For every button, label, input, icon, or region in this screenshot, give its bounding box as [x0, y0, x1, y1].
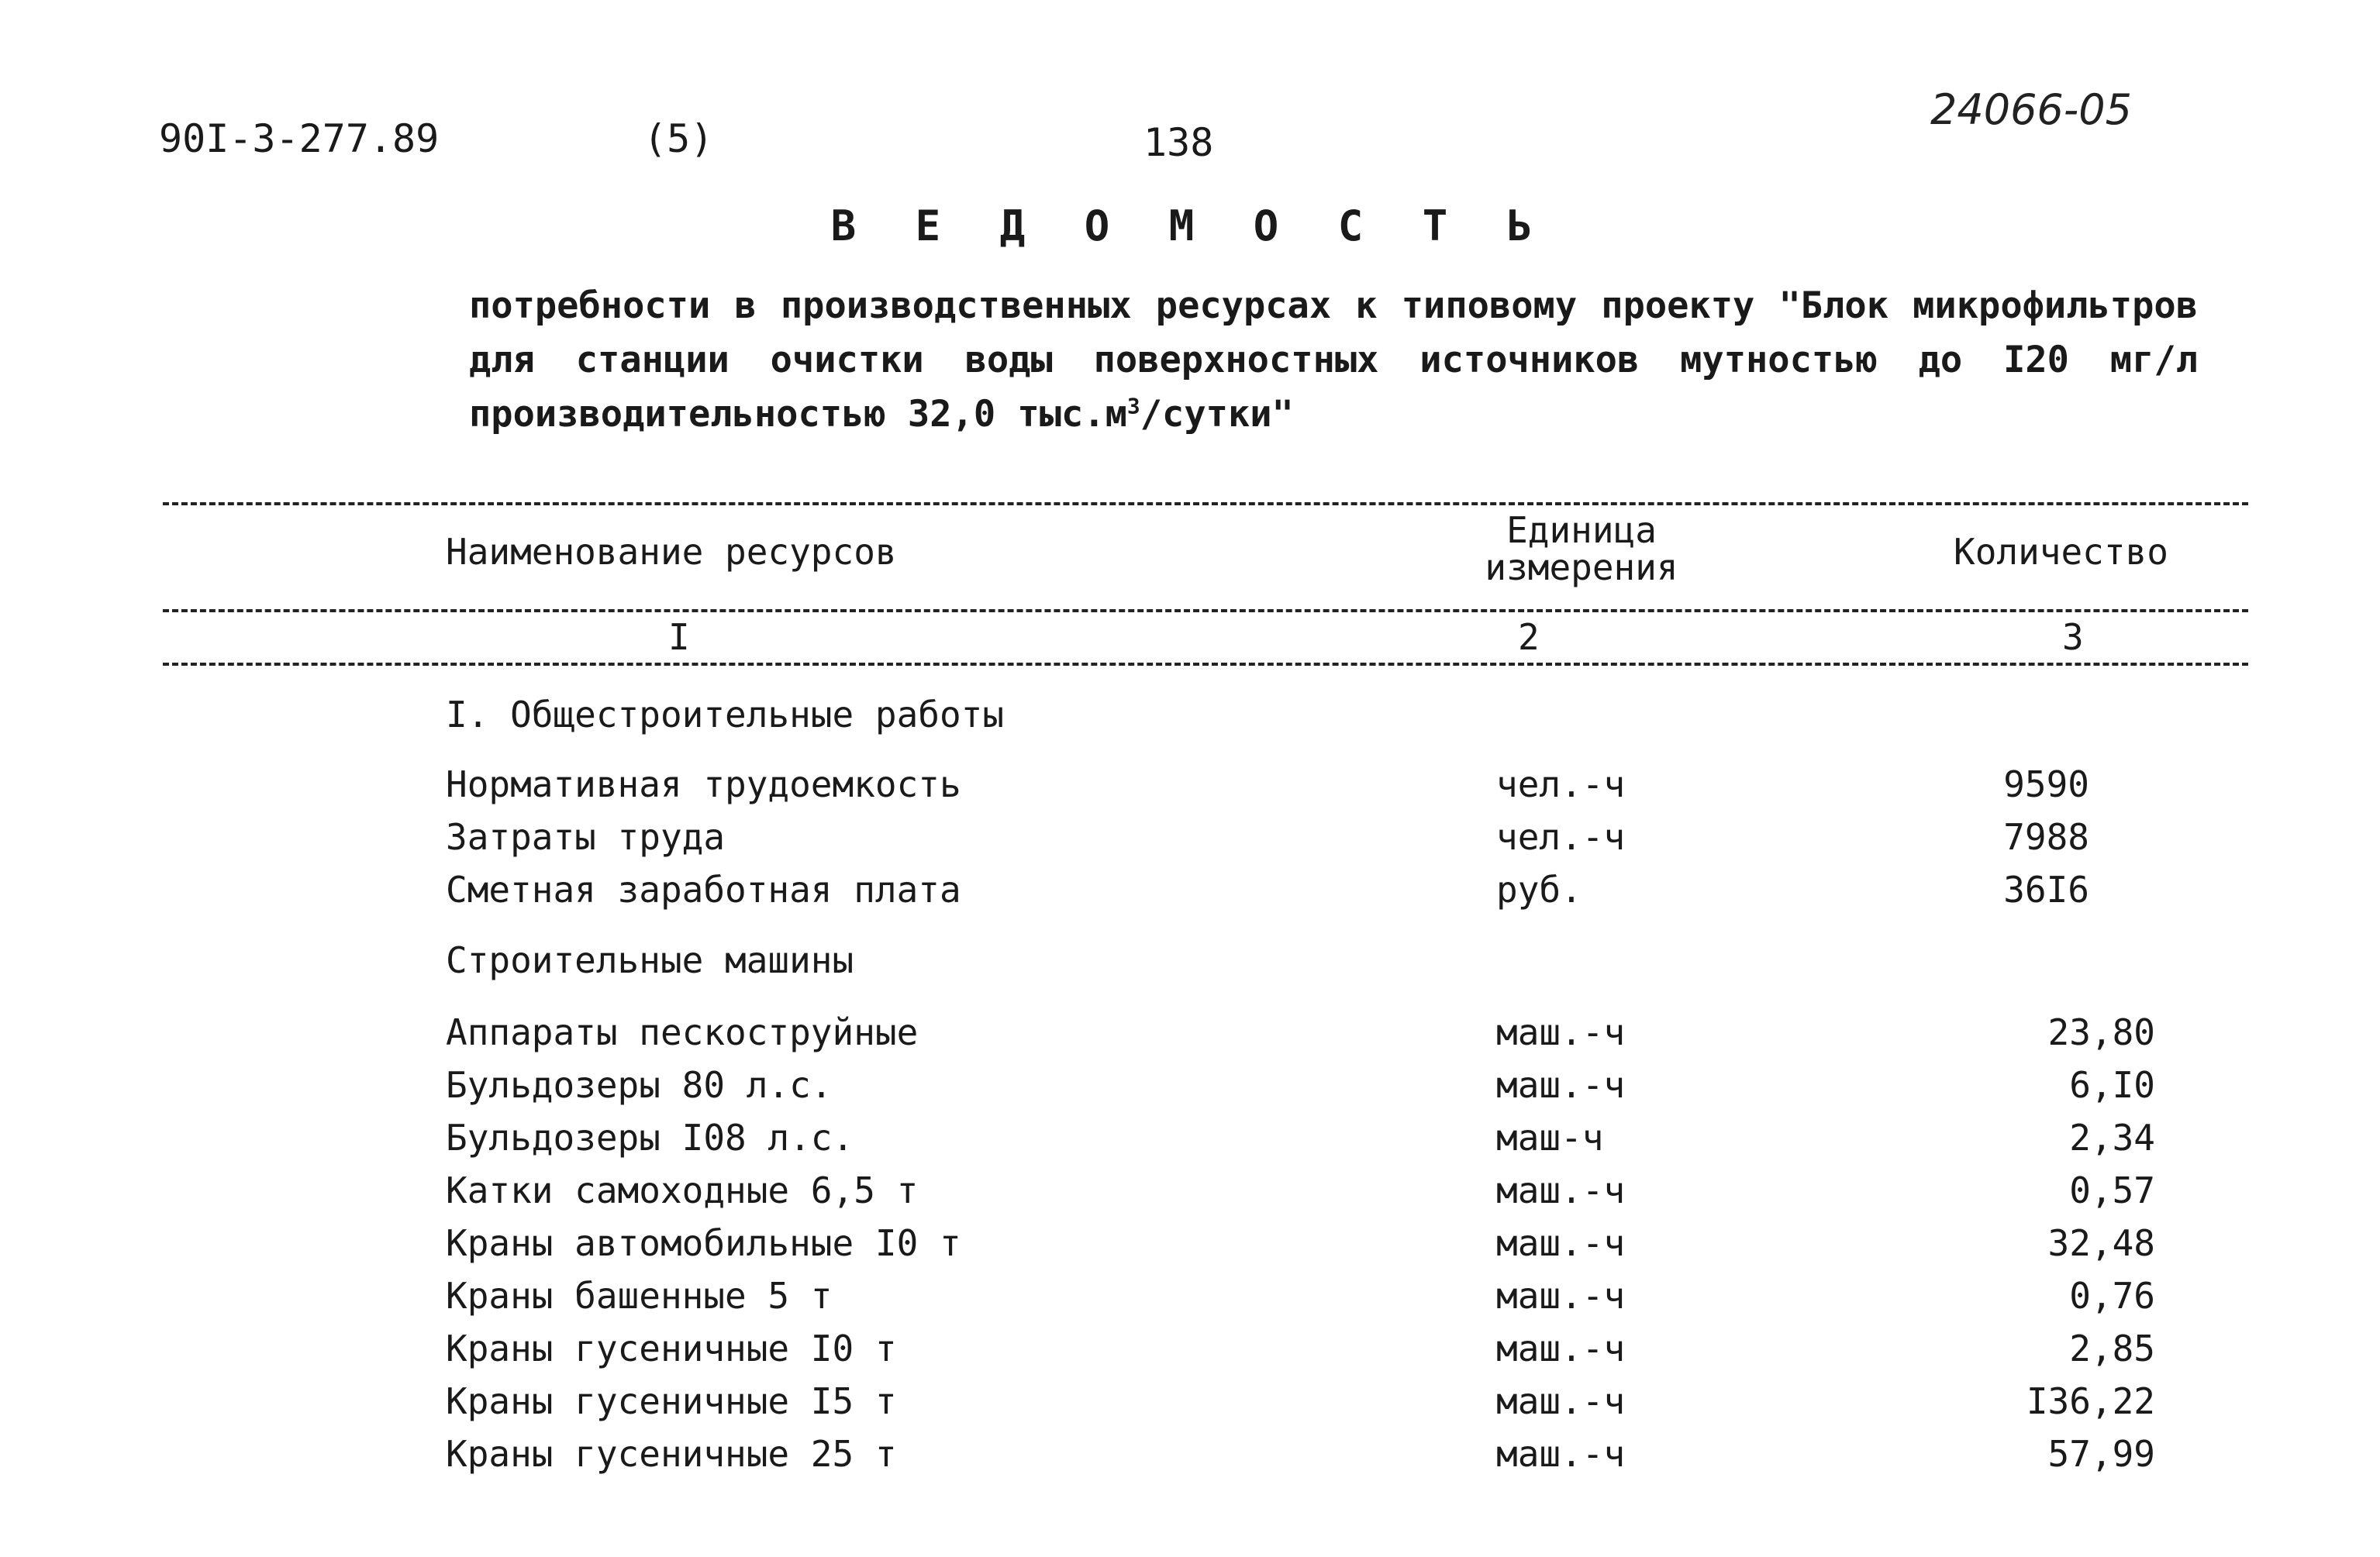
resource-name: Катки самоходные 6,5 т: [446, 1169, 919, 1211]
table-row: [0, 869, 2380, 921]
document-subtitle: [469, 279, 2198, 442]
document-title: В Е Д О М О С Т Ь: [830, 202, 1550, 250]
archive-number-handwritten: 24066-05: [1930, 85, 2132, 134]
resource-quantity: 36I6: [2003, 869, 2089, 911]
column-number-1: I: [668, 616, 690, 658]
table-row: [0, 1222, 2380, 1275]
resource-quantity: 23,80: [2047, 1011, 2155, 1053]
resource-name: Бульдозеры 80 л.с.: [446, 1064, 833, 1106]
resource-quantity: 6,I0: [2069, 1064, 2155, 1106]
table-row: [0, 763, 2380, 816]
resource-quantity: 2,85: [2069, 1328, 2155, 1369]
resource-unit: маш-ч: [1496, 1117, 1604, 1159]
resource-quantity: 0,76: [2069, 1275, 2155, 1317]
table-top-rule: [163, 502, 2248, 505]
column-header-unit: Единица измерения: [1485, 509, 1678, 588]
resource-unit: маш.-ч: [1496, 1328, 1626, 1369]
resource-name: Аппараты пескоструйные: [446, 1011, 919, 1053]
table-row: [0, 1011, 2380, 1064]
resource-name: Сметная заработная плата: [446, 869, 961, 911]
table-row: [0, 1328, 2380, 1380]
resource-unit: руб.: [1496, 869, 1582, 911]
resource-name: Краны гусеничные 25 т: [446, 1433, 897, 1475]
section-heading-general-works: I. Общестроительные работы: [446, 694, 1005, 735]
page-number: 138: [1143, 120, 1214, 165]
sheet-number: (5): [643, 116, 714, 161]
subtitle-superscript: 3: [1126, 393, 1140, 419]
resource-name: Краны автомобильные I0 т: [446, 1222, 961, 1264]
resource-unit: маш.-ч: [1496, 1064, 1626, 1106]
resource-quantity: 32,48: [2047, 1222, 2155, 1264]
resource-unit: чел.-ч: [1496, 816, 1626, 858]
resource-quantity: 2,34: [2069, 1117, 2155, 1159]
resource-unit: маш.-ч: [1496, 1222, 1626, 1264]
resource-unit: маш.-ч: [1496, 1380, 1626, 1422]
resource-name: Краны гусеничные I0 т: [446, 1328, 897, 1369]
resource-quantity: 0,57: [2069, 1169, 2155, 1211]
column-header-name: Наименование ресурсов: [446, 531, 897, 573]
resource-unit: маш.-ч: [1496, 1169, 1626, 1211]
section-heading-machines: Строительные машины: [446, 939, 854, 981]
table-row: [0, 1117, 2380, 1169]
resource-name: Бульдозеры I08 л.с.: [446, 1117, 854, 1159]
resource-unit: маш.-ч: [1496, 1011, 1626, 1053]
resource-name: Затраты труда: [446, 816, 726, 858]
column-number-3: 3: [2062, 616, 2084, 658]
document-code: 90I-3-277.89: [159, 116, 440, 161]
resource-quantity: I36,22: [2026, 1380, 2155, 1422]
resource-name: Краны башенные 5 т: [446, 1275, 833, 1317]
header-rule: [163, 609, 2248, 612]
resource-name: Краны гусеничные I5 т: [446, 1380, 897, 1422]
table-row: [0, 1169, 2380, 1222]
subtitle-tail: /сутки": [1140, 393, 1294, 436]
resource-quantity: 57,99: [2047, 1433, 2155, 1475]
column-number-2: 2: [1518, 616, 1540, 658]
table-row: [0, 1380, 2380, 1433]
resource-quantity: 9590: [2003, 763, 2089, 805]
table-row: [0, 1064, 2380, 1117]
resource-unit: маш.-ч: [1496, 1275, 1626, 1317]
subtitle-text: потребности в производственных ресурсах к типовому проекту "Блок микрофильтров для станции очистки воды поверхностных источников мутностью до I20 мг/л производительностью 32,0 тыс.м: [469, 284, 2198, 436]
table-row: [0, 1433, 2380, 1486]
resource-name: Нормативная трудоемкость: [446, 763, 961, 805]
column-header-quantity: Количество: [1954, 531, 2168, 573]
table-row: [0, 816, 2380, 869]
resource-unit: маш.-ч: [1496, 1433, 1626, 1475]
table-row: [0, 1275, 2380, 1328]
column-number-rule: [163, 663, 2248, 666]
resource-unit: чел.-ч: [1496, 763, 1626, 805]
resource-quantity: 7988: [2003, 816, 2089, 858]
